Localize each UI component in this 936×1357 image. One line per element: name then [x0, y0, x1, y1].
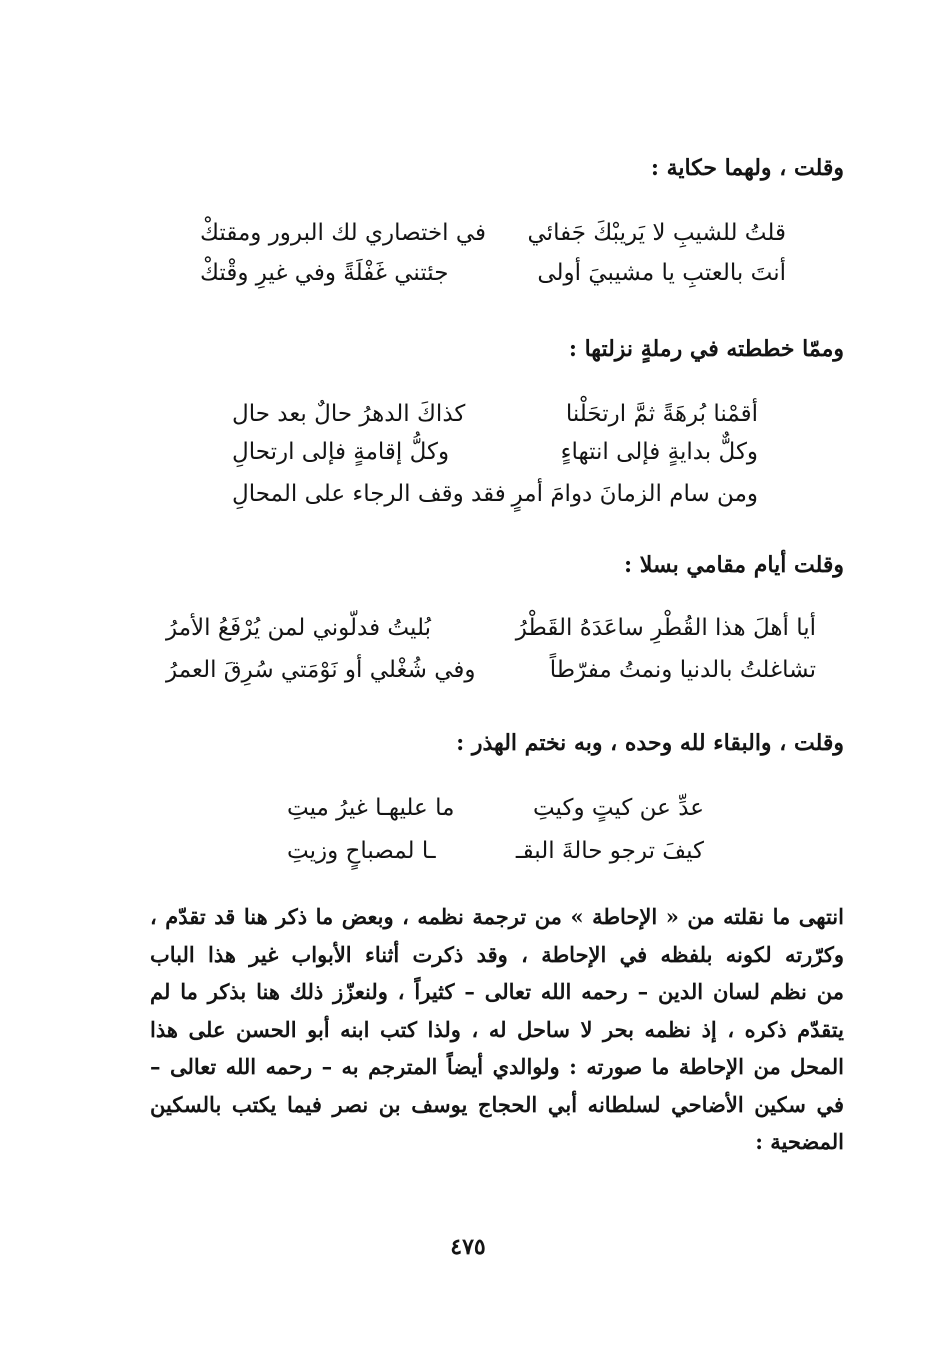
verse-hemistich-second: ـا لمصباحٍ وزيتِ — [287, 838, 436, 864]
prose-paragraph — [150, 898, 844, 1161]
verse-hemistich-first: أيا أهلَ هذا القُطْرِ ساعَدَهُ القَطْرُ — [515, 615, 816, 641]
prose-line: المضحية : — [755, 1129, 844, 1154]
section-intro: وقلت أيام مقامي بسلا : — [624, 552, 844, 578]
verse-hemistich-second: جئتني غَفْلَةً وفي غيرِ وقْتكْ — [200, 260, 449, 286]
verse-hemistich-second: وفي شُغْلي أو نَوْمَتي سُرِقَ العمرُ — [166, 657, 476, 683]
verse-hemistich-second: ما عليهـا غيرُ ميتِ — [287, 795, 455, 821]
verse-hemistich-second: فقد وقف الرجاء على المحالِ — [232, 481, 506, 507]
verse-hemistich-first: ومن سام الزمانَ دوامَ أمرٍ — [511, 481, 758, 507]
prose-line: المحل من الإحاطة ما صورته : ولوالدي أيضاً المترجم به – رحمه الله تعالى – — [150, 1054, 844, 1079]
verse-hemistich-first: كيفَ ترجو حالةَ البقـ — [515, 838, 704, 864]
prose-line: في سكين الأضاحي لسلطانه أبي الحجاج يوسف بن نصر فيما يكتب بالسكين — [150, 1091, 844, 1117]
verse-hemistich-first: تشاغلتُ بالدنيا ونمتُ مفرّطاً — [549, 657, 816, 683]
verse-hemistich-first: أقمْنا بُرهَةً ثمَّ ارتحَلْنا — [565, 401, 758, 427]
verse-hemistich-first: قلتُ للشيبِ لا يَريبْكَ جَفائي — [527, 220, 786, 246]
verse-hemistich-second: كذاكَ الدهرُ حالٌ بعد حال — [232, 401, 466, 427]
verse-hemistich-first: وكلٌّ بدايةٍ فإلى انتهاءٍ — [560, 439, 758, 465]
verse-hemistich-second: في اختصاري لك البرور ومقتكْ — [200, 220, 487, 246]
prose-line: انتهى ما نقلته من « الإحاطة » من ترجمة نظمه ، وبعض ما ذكر هنا قد تقدّم ، — [150, 904, 844, 929]
verse-hemistich-first: عدِّ عن كيتٍ وكيتِ — [532, 795, 704, 821]
prose-line: يتقدّم ذكره ، إذ نظمه بحر لا ساحل له ، ولذا كتب ابنه أبو الحسن على هذا — [150, 1016, 844, 1042]
prose-line: من نظم لسان الدين – رحمه الله تعالى – كثيراً ، ولنعزّز ذلك هنا بذكر ما لم — [150, 979, 844, 1004]
verse-hemistich-second: وكلُّ إقامةٍ فإلى ارتحالِ — [232, 439, 450, 465]
prose-line: وكرّرته لكونه بلفظه في الإحاطة ، وقد ذكرت أثناء الأبواب غير هذا الباب — [150, 941, 844, 967]
verse-hemistich-first: أنتَ بالعتبِ يا مشيبيَ أولى — [537, 260, 786, 286]
verse-hemistich-second: بُليتُ فدلّوني لمن يُرْفَعُ الأمرُ — [166, 615, 431, 641]
page-number: ٤٧٥ — [450, 1234, 486, 1260]
section-intro: وقلت ، ولهما حكاية : — [650, 155, 844, 181]
section-intro: وممّا خططته في رملةٍ نزلتها : — [568, 336, 844, 362]
section-intro: وقلت ، والبقاء لله وحده ، وبه نختم الهذر : — [456, 730, 844, 756]
